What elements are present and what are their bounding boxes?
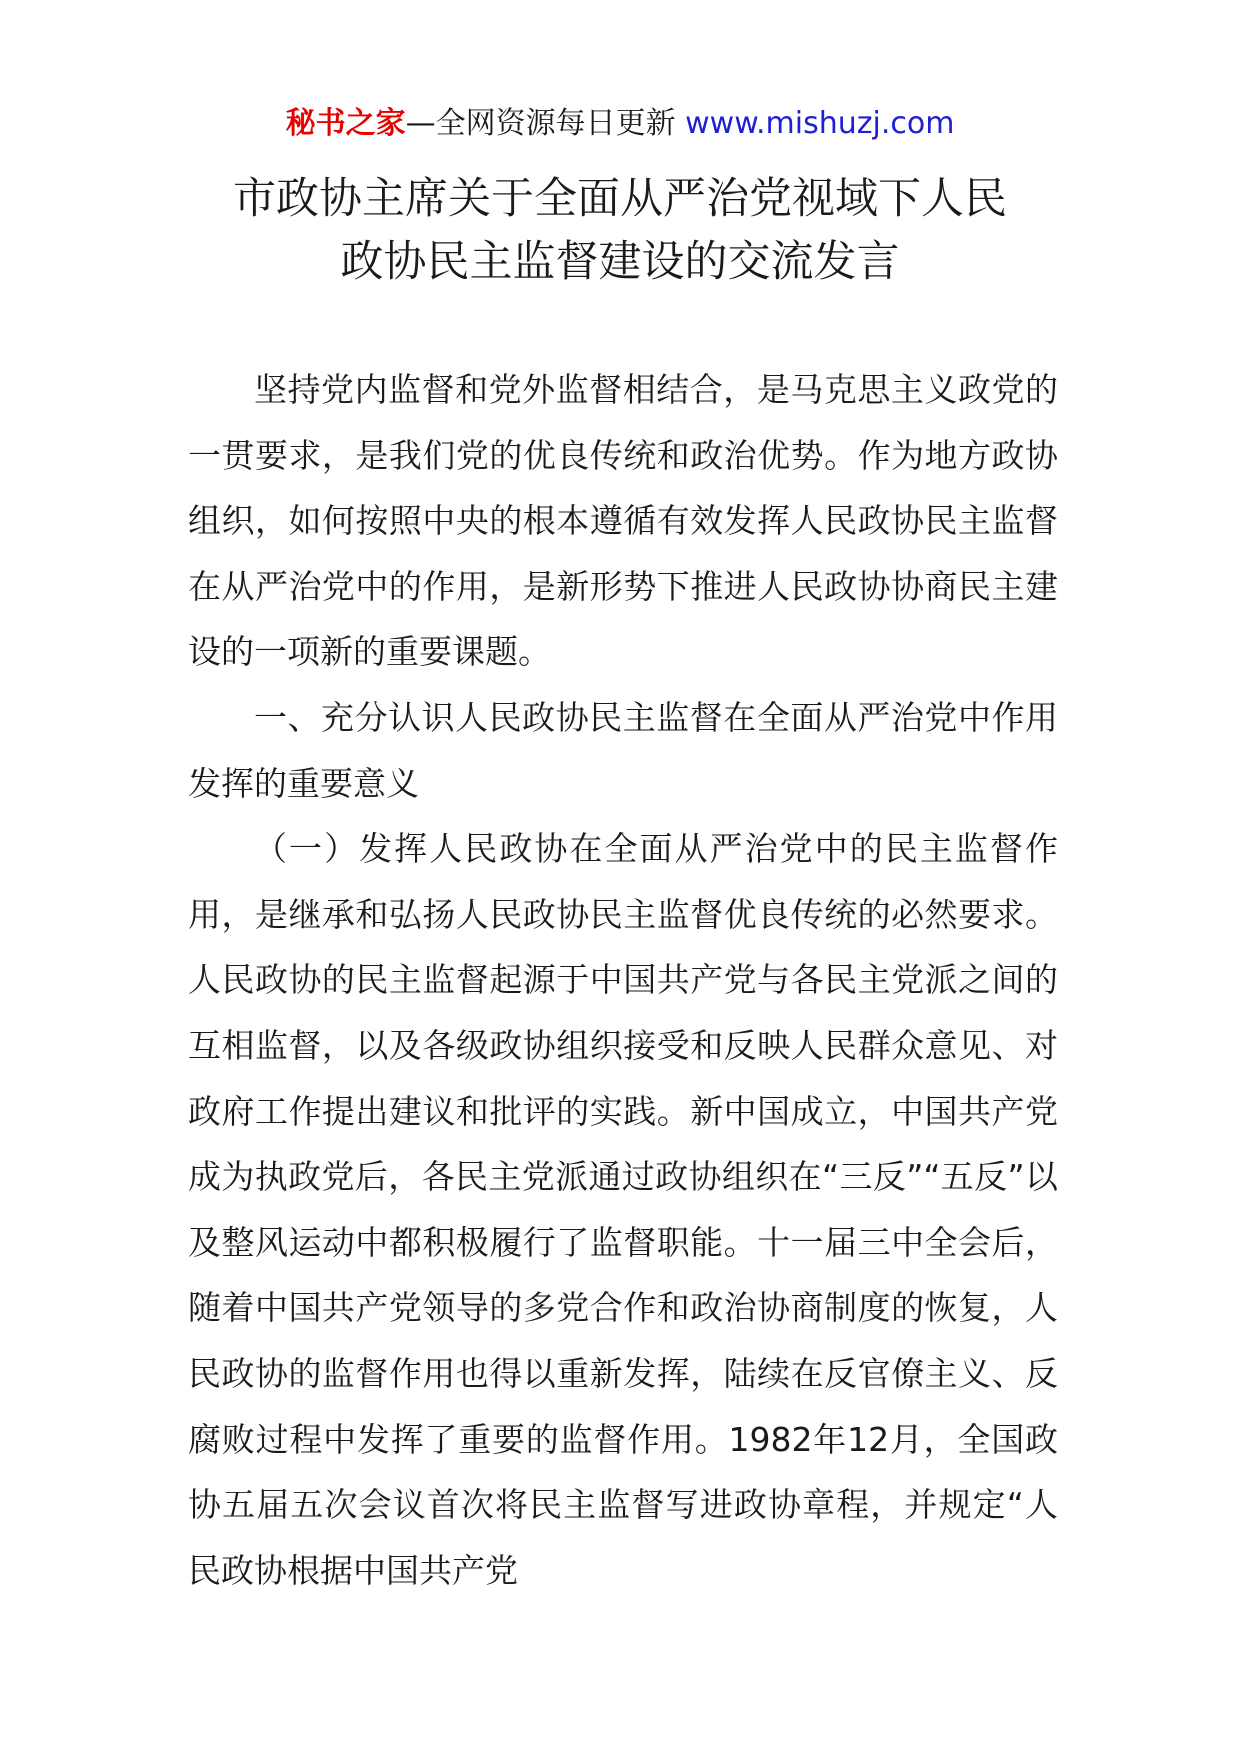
site-header (0, 104, 1240, 144)
site-tagline: —全网资源每日更新 (405, 106, 676, 141)
subsection-paragraph-1: （一）发挥人民政协在全面从严治党中的民主监督作用，是继承和弘扬人民政协民主监督优良传统的必然要求。人民政协的民主监督起源于中国共产党与各民主党派之间的互相监督，以及各级政协组织接受和反映人民群众意见、对政府工作提出建议和批评的实践。新中国成立，中国共产党成为执政党后，各民主党派通过政协组织在“三反”“五反”以及整风运动中都积极履行了监督职能。十一届三中全会后，随着中国共产党领导的多党合作和政治协商制度的恢复，人民政协的监督作用也得以重新发挥，陆续在反官僚主义、反腐败过程中发挥了重要的监督作用。1982年12月，全国政协五届五次会议首次将民主监督写进政协章程，并规定“人民政协根据中国共产党 (188, 829, 1058, 1590)
document-title-line-1: 市政协主席关于全面从严治党视域下人民 (233, 174, 1007, 224)
section-heading-1: 一、充分认识人民政协民主监督在全面从严治党中作用发挥的重要意义 (188, 697, 1058, 803)
document-title-line-2: 政协民主监督建设的交流发言 (340, 237, 900, 287)
site-brand: 秘书之家 (285, 106, 406, 141)
intro-paragraph: 坚持党内监督和党外监督相结合，是马克思主义政党的一贯要求，是我们党的优良传统和政治优势。作为地方政协组织，如何按照中央的根本遵循有效发挥人民政协民主监督在从严治党中的作用，是新形势下推进人民政协协商民主建设的一项新的重要课题。 (188, 370, 1058, 672)
document-body (188, 357, 1058, 1603)
site-url[interactable]: www.mishuzj.com (685, 106, 955, 141)
document-title (160, 168, 1080, 294)
